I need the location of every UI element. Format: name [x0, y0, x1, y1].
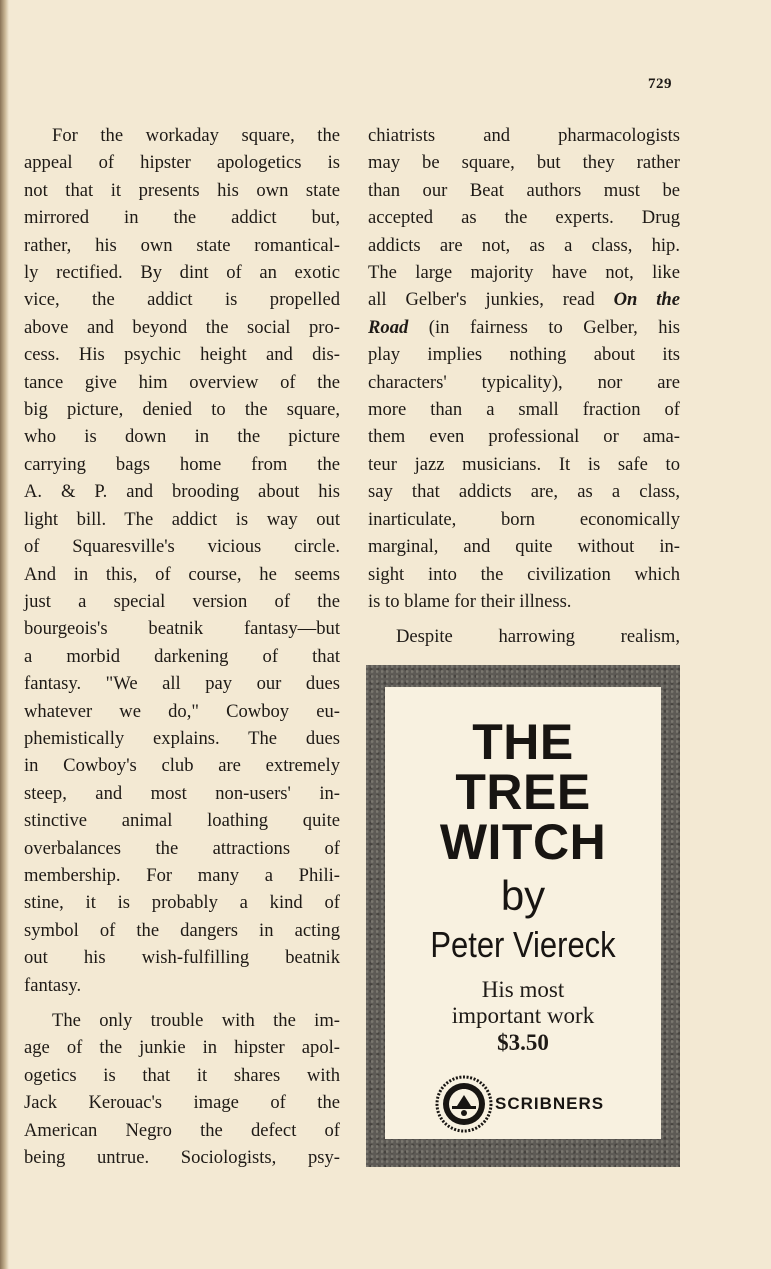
ad-title-line: THE	[472, 714, 574, 770]
text-line: tance give him overview of the	[24, 371, 340, 393]
text-line: may be square, but they rather	[368, 152, 680, 174]
left-column	[24, 122, 340, 1171]
text-line: teur jazz musicians. It is safe to	[368, 453, 680, 475]
ad-by-label: by	[500, 872, 546, 919]
book-spine-shadow	[0, 0, 9, 1269]
text-line: Jack Kerouac's image of the	[24, 1092, 340, 1114]
text-line: bourgeois's beatnik fantasy—but	[24, 618, 340, 640]
text-line: A. & P. and brooding about his	[24, 481, 340, 503]
text-line: fantasy. "We all pay our dues	[24, 673, 340, 695]
text-line: just a special version of the	[24, 590, 340, 612]
text-line: them even professional or ama-	[368, 426, 680, 448]
book-advertisement	[366, 665, 680, 1167]
text-line: carrying bags home from the	[24, 453, 340, 475]
text-line: say that addicts are, as a class,	[368, 481, 680, 503]
text-run: all Gelber's junkies, read	[368, 289, 614, 311]
text-line: than our Beat authors must be	[368, 179, 680, 201]
text-run: (in fairness to Gelber, his	[408, 316, 680, 338]
text-line: symbol of the dangers in acting	[24, 919, 340, 941]
text-line: sight into the civilization which	[368, 563, 680, 585]
text-line: play implies nothing about its	[368, 344, 680, 366]
text-line: not that it presents his own state	[24, 179, 340, 201]
book-title: On the	[613, 289, 680, 311]
advertisement-panel	[385, 687, 661, 1139]
text-line: fantasy.	[24, 974, 82, 996]
text-line: overbalances the attractions of	[24, 837, 340, 859]
text-line: characters' typicality), nor are	[368, 371, 680, 393]
ad-title-line: WITCH	[439, 814, 607, 870]
text-line: ogetics is that it shares with	[24, 1064, 340, 1086]
text-line: vice, the addict is propelled	[24, 289, 340, 311]
text-line: a morbid darkening of that	[24, 645, 340, 667]
text-line: For the workaday square, the	[52, 125, 340, 146]
text-line: stine, it is probably a kind of	[24, 892, 340, 914]
text-line: membership. For many a Phili-	[24, 864, 340, 886]
text-line: of Squaresville's vicious circle.	[24, 536, 340, 558]
publisher-name: SCRIBNERS	[495, 1094, 605, 1113]
ad-title-line: TREE	[455, 764, 591, 820]
ad-description-line: His most	[481, 977, 565, 1002]
book-title: Road	[368, 316, 409, 338]
text-line: big picture, denied to the square,	[24, 399, 340, 421]
right-column	[368, 122, 680, 651]
text-line: who is down in the picture	[24, 426, 340, 448]
text-line: above and beyond the social pro-	[24, 316, 340, 338]
text-line: out his wish-fulfilling beatnik	[24, 947, 340, 969]
text-line: American Negro the defect of	[24, 1119, 340, 1141]
publisher-mark	[435, 1075, 665, 1135]
text-line: phemistically explains. The dues	[24, 727, 340, 749]
ad-description-line: important work	[451, 1003, 595, 1028]
page-number: 729	[648, 76, 672, 92]
text-line: addicts are not, as a class, hip.	[368, 234, 680, 256]
text-line: more than a small fraction of	[368, 399, 680, 421]
ad-author: Peter Viereck	[430, 924, 616, 965]
text-line: chiatrists and pharmacologists	[368, 125, 680, 146]
text-line: ly rectified. By dint of an exotic	[24, 262, 340, 284]
text-line: And in this, of course, he seems	[24, 563, 340, 585]
text-line: whatever we do," Cowboy eu-	[24, 700, 340, 722]
text-line: appeal of hipster apologetics is	[24, 152, 340, 174]
text-line: is to blame for their illness.	[368, 590, 572, 612]
ad-price: $3.50	[497, 1030, 549, 1055]
text-line: inarticulate, born economically	[368, 508, 680, 530]
text-line: mirrored in the addict but,	[24, 207, 340, 229]
text-line: rather, his own state romantical-	[24, 234, 340, 256]
ad-description	[385, 977, 661, 1029]
text-line: The large majority have not, like	[368, 262, 680, 284]
text-line: accepted as the experts. Drug	[368, 207, 680, 229]
text-line: steep, and most non-users' in-	[24, 782, 340, 804]
text-line: Despite harrowing realism,	[396, 626, 680, 648]
text-line: marginal, and quite without in-	[368, 536, 680, 558]
text-line: being untrue. Sociologists, psy-	[24, 1147, 340, 1169]
text-line: The only trouble with the im-	[52, 1010, 340, 1031]
text-line: light bill. The addict is way out	[24, 508, 340, 530]
text-line: in Cowboy's club are extremely	[24, 755, 340, 777]
text-line	[368, 286, 680, 313]
text-line: cess. His psychic height and dis-	[24, 344, 340, 366]
scribners-seal-icon	[435, 1075, 493, 1133]
text-line	[368, 314, 680, 341]
text-line: stinctive animal loathing quite	[24, 810, 340, 832]
text-line: age of the junkie in hipster apol-	[24, 1037, 340, 1059]
